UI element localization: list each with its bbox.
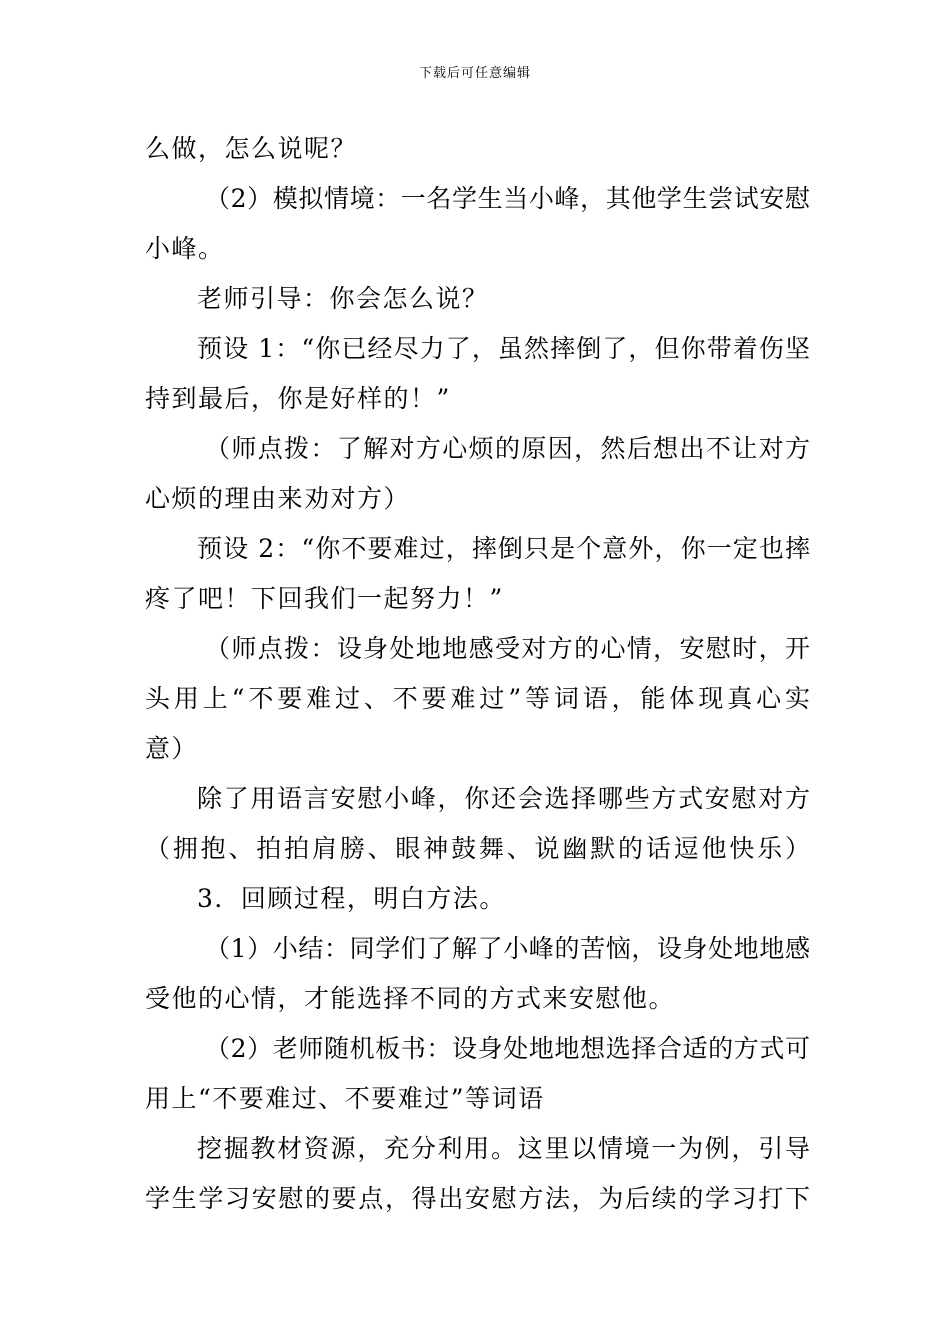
text-line: 受他的心情，才能选择不同的方式来安慰他。 (145, 984, 676, 1013)
text-line: 心烦的理由来劝对方） (145, 484, 411, 513)
text-line: （2）模拟情境：一名学生当小峰，其他学生尝试安慰 (205, 184, 810, 213)
text-line: （1）小结：同学们了解了小峰的苦恼，设身处地地感 (205, 934, 810, 963)
text-line: 除了用语言安慰小峰，你还会选择哪些方式安慰对方 (197, 784, 810, 813)
text-line: 小峰。 (145, 234, 225, 263)
text-line: 预设 1：“你已经尽力了，虽然摔倒了，但你带着伤坚 (197, 334, 810, 363)
text-line: 老师引导：你会怎么说？ (197, 284, 489, 313)
document-body (145, 124, 810, 1224)
text-line: 挖掘教材资源，充分利用。这里以情境一为例，引导 (197, 1134, 810, 1163)
text-line: （师点拨：设身处地地感受对方的心情，安慰时，开 (205, 634, 810, 663)
text-line: 意） (145, 734, 199, 763)
text-line: 用上“不要难过、不要难过”等词语 (145, 1084, 545, 1113)
text-line: 学生学习安慰的要点，得出安慰方法，为后续的学习打下 (145, 1184, 810, 1213)
text-line: （师点拨：了解对方心烦的原因，然后想出不让对方 (205, 434, 810, 463)
page-header: 下载后可任意编辑 (418, 66, 531, 81)
text-line: 么做，怎么说呢？ (145, 134, 358, 163)
text-line: 持到最后，你是好样的！” (145, 384, 451, 413)
text-line: 疼了吧！下回我们一起努力！” (145, 584, 504, 613)
text-line: 头用上“不要难过、不要难过”等词语，能体现真心实 (145, 684, 810, 713)
text-line: 预设 2：“你不要难过，摔倒只是个意外，你一定也摔 (197, 534, 810, 563)
text-line: （2）老师随机板书：设身处地地想选择合适的方式可 (205, 1034, 810, 1063)
text-line: （拥抱、拍拍肩膀、眼神鼓舞、说幽默的话逗他快乐） (145, 834, 810, 863)
text-line: 3．回顾过程，明白方法。 (197, 884, 506, 913)
